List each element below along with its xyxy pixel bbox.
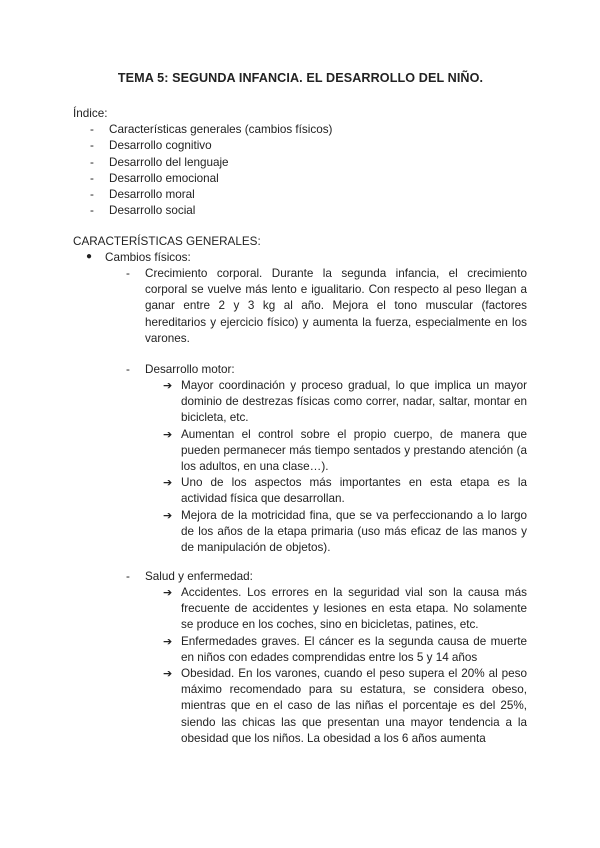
dash-marker: - <box>126 267 130 280</box>
motor-label: Desarrollo motor: <box>145 363 235 376</box>
index-item: Características generales (cambios físicos) <box>109 123 333 137</box>
item-desarrollo-motor <box>126 362 527 378</box>
dash-marker: - <box>90 188 94 202</box>
index-list <box>90 122 533 219</box>
list-item <box>163 427 527 476</box>
salud-label: Salud y enfermedad: <box>145 570 253 583</box>
index-item: Desarrollo moral <box>109 188 195 202</box>
salud-list <box>163 585 527 747</box>
list-item <box>90 203 533 219</box>
list-item <box>90 138 533 154</box>
list-item <box>126 266 527 347</box>
section-heading: CARACTERÍSTICAS GENERALES: <box>73 235 261 248</box>
list-item <box>90 187 533 203</box>
motor-item-text: Mayor coordinación y proceso gradual, lo que implica un mayor dominio de destrezas físicas como correr, nadar, saltar, montar en bicicleta, etc. <box>181 379 527 425</box>
list-item <box>163 378 527 427</box>
dash-marker: - <box>126 570 130 583</box>
list-item <box>163 634 527 666</box>
list-item <box>163 585 527 634</box>
motor-item-text: Mejora de la motricidad fina, que se va perfeccionando a lo largo de los años de la etapa primaria (uso más eficaz de las manos y de manipulación de objetos). <box>181 508 527 555</box>
bullet-cambios-fisicos <box>83 250 533 266</box>
list-item <box>90 122 533 138</box>
dash-marker: - <box>90 155 94 169</box>
arrow-right-icon: ➔ <box>163 635 173 648</box>
item-salud <box>126 569 527 585</box>
arrow-right-icon: ➔ <box>163 668 173 681</box>
arrow-right-icon: ➔ <box>163 428 173 441</box>
list-item <box>126 362 527 378</box>
item-crecimiento <box>126 266 527 347</box>
dash-marker: - <box>90 204 94 218</box>
arrow-right-icon: ➔ <box>163 380 173 392</box>
list-item <box>163 475 527 507</box>
motor-item-text: Uno de los aspectos más importantes en esta etapa es la actividad física que desarrollan. <box>181 476 527 506</box>
page-title: TEMA 5: SEGUNDA INFANCIA. EL DESARROLLO DEL NIÑO. <box>117 71 484 85</box>
section-caracteristicas <box>73 234 533 266</box>
index-item: Desarrollo emocional <box>109 171 219 185</box>
list-item <box>90 171 533 187</box>
salud-item-text: Enfermedades graves. El cáncer es la segunda causa de muerte en niños con edades comprendidas entre los 5 y 14 años <box>181 634 527 664</box>
list-item <box>163 508 527 557</box>
arrow-right-icon: ➔ <box>163 587 173 599</box>
dash-marker: - <box>90 171 94 185</box>
salud-item-text: Accidentes. Los errores en la seguridad vial son la causa más frecuente de accidentes y lesiones en esta etapa. No solamente se produce en los coches, sino en bicicletas, patines, etc. <box>181 586 527 632</box>
list-item <box>126 569 527 585</box>
list-item <box>90 155 533 171</box>
index-item: Desarrollo social <box>109 204 196 218</box>
arrow-right-icon: ➔ <box>163 477 173 490</box>
dash-marker: - <box>126 363 130 376</box>
salud-item-text: Obesidad. En los varones, cuando el peso supera el 20% al peso máximo recomendado para su estatura, se considera obeso, mientras que en el caso de las niñas el porcentaje es del 25%, siendo las chicas las que presentan una mayor tendencia a la obesidad que los niños. La obesidad a los 6 años aumenta <box>181 667 527 745</box>
index-item: Desarrollo cognitivo <box>109 139 212 153</box>
motor-list <box>163 378 527 556</box>
bullet-marker: ● <box>86 251 93 263</box>
motor-item-text: Aumentan el control sobre el propio cuerpo, de manera que pueden permanecer más tiempo sentados y prestando atención (a los adultos, en una clase…). <box>181 427 527 474</box>
bullet-label: Cambios físicos: <box>105 251 191 265</box>
index-section <box>73 106 533 219</box>
list-item <box>163 666 527 747</box>
index-heading: Índice: <box>73 107 108 120</box>
dash-marker: - <box>90 123 94 137</box>
arrow-right-icon: ➔ <box>163 509 173 522</box>
crecimiento-text: Crecimiento corporal. Durante la segunda infancia, el crecimiento corporal se vuelve más lento e igualitario. Con respecto al peso llegan a ganar entre 2 y 3 kg al año. Mejora el tono muscular (factores hereditarios y ejercicio físico) y aumenta la fuerza, especialmente en los varones. <box>145 267 527 345</box>
index-item: Desarrollo del lenguaje <box>109 155 229 169</box>
dash-marker: - <box>90 139 94 153</box>
